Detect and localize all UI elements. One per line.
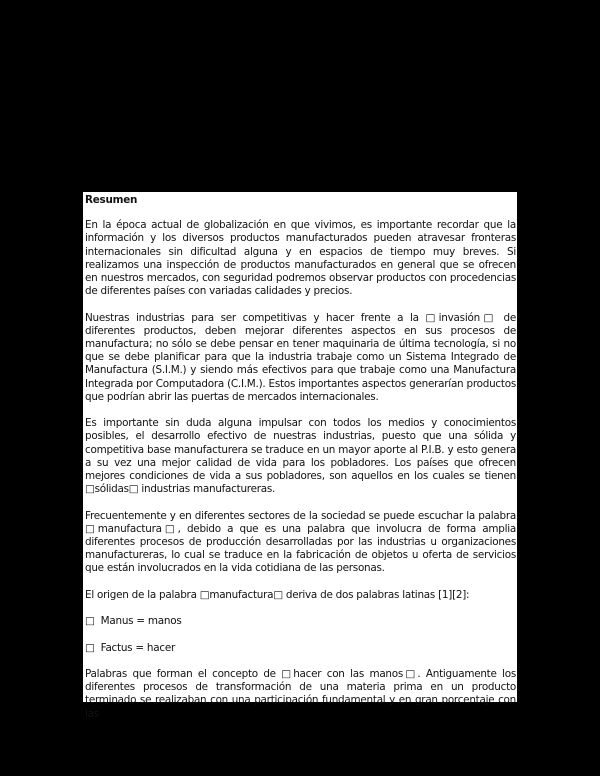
spacer bbox=[85, 655, 516, 668]
paragraph-origen: El origen de la palabra □manufactura□ deriva de dos palabras latinas [1][2]: bbox=[85, 588, 470, 601]
spacer bbox=[85, 404, 516, 417]
paragraph-frecuentemente: Frecuentemente y en diferentes sectores de la sociedad se puede escuchar la palabra □manufactura□, debido a que es una palabra que involucra de forma amplia diferentes procesos de producción desarrolladas por las industrias u organizaciones manufactureras, lo cual se traduce en la fabricación de objetos u oferta de servicios que están involucrados en la vida cotidiana de las personas. bbox=[85, 509, 516, 575]
paragraph-importante: Es importante sin duda alguna impulsar con todos los medios y conocimientos posibles, el desarrollo efectivo de nuestras industrias, puesto que una sólida y competitiva base manufacturera se traduce en un mayor aporte al P.I.B. y esto genera a su vez una mejor calidad de vida para los pobladores. Los países que ofrecen mejores condiciones de vida a sus pobladores, son aquellos en los cuales se tienen □sólidas□ industrias manufactureras. bbox=[85, 417, 516, 496]
list-item-factus: □ Factus = hacer bbox=[85, 641, 175, 654]
page-content bbox=[83, 194, 517, 721]
spacer bbox=[85, 576, 516, 589]
spacer bbox=[85, 207, 516, 219]
spacer bbox=[85, 602, 516, 615]
spacer bbox=[85, 298, 516, 311]
spacer bbox=[85, 628, 516, 641]
section-heading: Resumen bbox=[85, 194, 138, 206]
list-item-manus: □ Manus = manos bbox=[85, 615, 182, 628]
document-page bbox=[83, 192, 517, 720]
paragraph-globalizacion: En la época actual de globalización en que vivimos, es importante recordar que la información y los diversos productos manufacturados pueden atravesar fronteras internacionales sin dificultad alguna y en espacios de tiempo muy breves. Si realizamos una inspección de productos manufacturados en general que se ofrecen en nuestros mercados, con seguridad podremos observar productos con procedencias de diferentes países con variadas calidades y precios. bbox=[85, 219, 516, 298]
spacer bbox=[85, 496, 516, 509]
paragraph-industrias: Nuestras industrias para ser competitivas y hacer frente a la □invasión□ de diferentes productos, deben mejorar diferentes aspectos en sus procesos de manufactura; no sólo se debe pensar en tener maquinaria de última tecnología, si no que se debe planificar para que la industria trabaje como un Sistema Integrado de Manufactura (S.I.M.) y siendo más efectivos para que trabaje como una Manufactura Integrada por Computadora (C.I.M.). Estos importantes aspectos generarían productos que podrían abrir las puertas de mercados internacionales. bbox=[85, 311, 516, 403]
paragraph-palabras: Palabras que forman el concepto de □hacer con las manos□. Antiguamente los diferentes procesos de transformación de una materia prima en un producto terminado se realizaban con una participación fundamental y en gran porcentaje con las bbox=[85, 667, 516, 720]
